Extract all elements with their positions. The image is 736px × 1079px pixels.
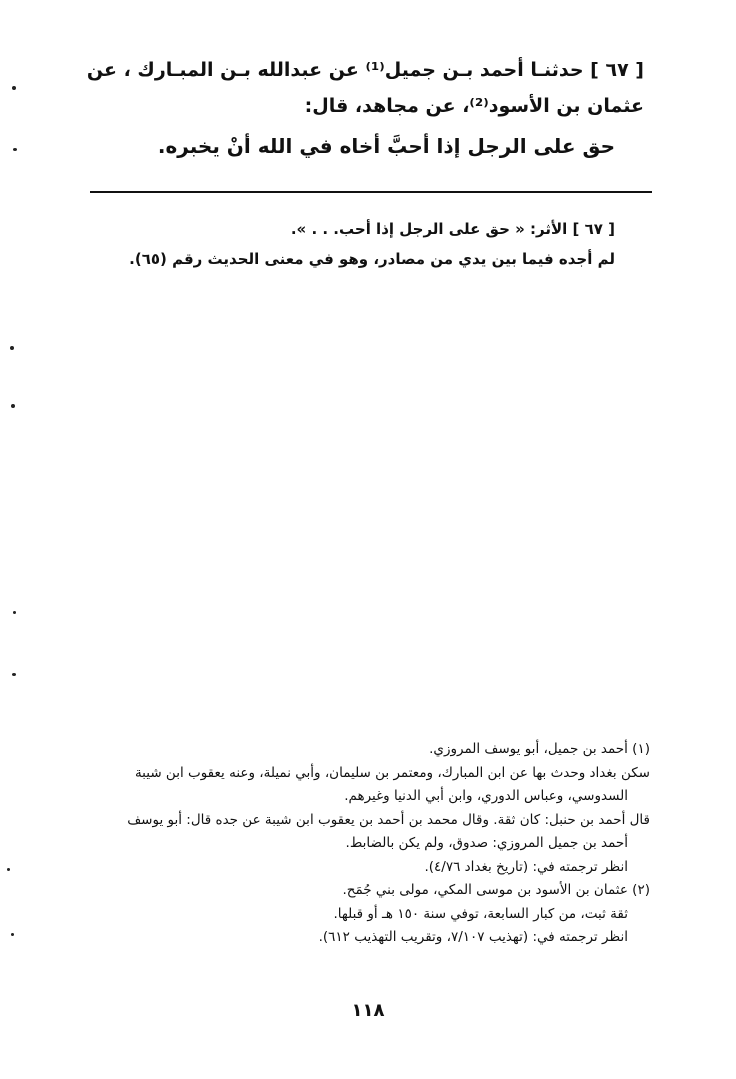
hadith-line: [ ٦٧ ] حدثنـا أحمد بـن جميل⁽¹⁾ عن عبدالله بـن المبـارك ، عن	[86, 59, 644, 81]
commentary-line: لم أجده فيما بين يدي من مصادر، وهو في معنى الحديث رقم (٦٥).	[129, 250, 615, 268]
footnote-line: انظر ترجمته في: (تهذيب ٧/١٠٧، وتقريب التهذيب ٦١٢).	[318, 929, 628, 945]
scan-mark	[12, 673, 16, 676]
page-number: ١١٨	[351, 1000, 385, 1021]
footnotes	[80, 738, 650, 950]
footnote-line: أحمد بن جميل المروزي: صدوق، ولم يكن بالضابط.	[345, 835, 628, 851]
scan-mark	[10, 346, 14, 350]
scan-mark	[13, 148, 17, 151]
footnote-line: قال أحمد بن حنبل: كان ثقة. وقال محمد بن أحمد بن يعقوب ابن شيبة عن جده قال: أبو يوسف	[127, 811, 650, 828]
scan-mark	[7, 868, 10, 871]
scan-mark	[11, 404, 15, 408]
scan-mark	[12, 86, 16, 90]
footnote-line: (٢) عثمان بن الأسود بن موسى المكي، مولى بني جُمَح.	[342, 882, 650, 898]
hadith-text	[70, 52, 644, 124]
section-divider	[90, 191, 652, 193]
hadith-line: عثمان بن الأسود⁽²⁾، عن مجاهد، قال:	[304, 95, 644, 117]
footnote-line: انظر ترجمته في: (تاريخ بغداد ٤/٧٦).	[424, 858, 628, 875]
footnote-line: ثقة ثبت، من كبار السابعة، توفي سنة ١٥٠ هـ أو قبلها.	[333, 905, 628, 922]
commentary	[70, 214, 615, 274]
scan-mark	[13, 611, 16, 614]
hadith-quote: حق على الرجل إذا أحبَّ أخاه في الله أنْ يخبره.	[157, 134, 615, 158]
footnote-line: (١) أحمد بن جميل، أبو يوسف المروزي.	[429, 741, 650, 757]
footnote-line: السدوسي، وعباس الدوري، وابن أبي الدنيا وغيرهم.	[344, 788, 628, 804]
commentary-line: [ ٦٧ ] الأثر: « حق على الرجل إذا أحب. . . ».	[290, 220, 615, 238]
scan-mark	[11, 933, 14, 936]
footnote-line: سكن بغداد وحدث بها عن ابن المبارك، ومعتمر بن سليمان، وأبي نميلة، وعنه يعقوب ابن شيبة	[134, 764, 650, 781]
